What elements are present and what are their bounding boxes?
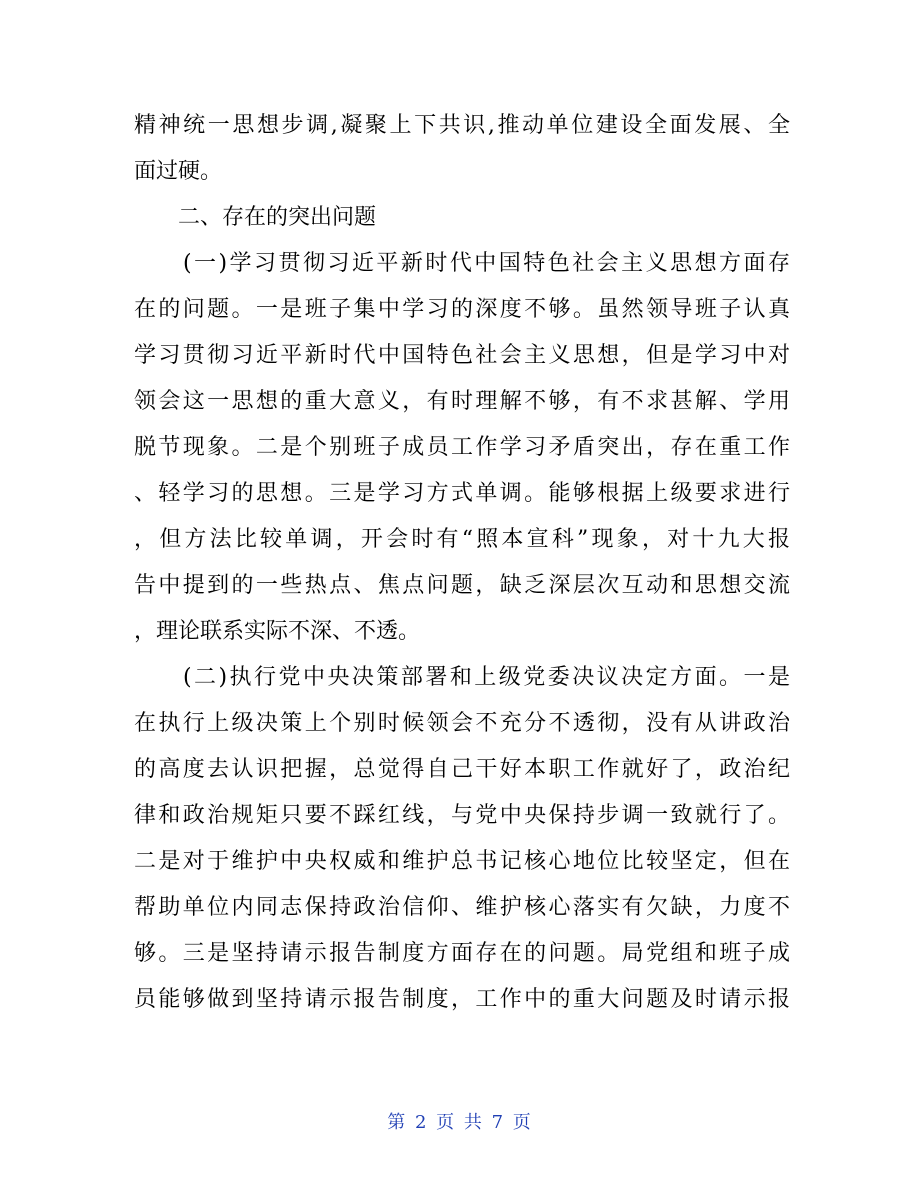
text-line-9: 、轻学习的思想。三是学习方式单调。能够根据上级要求进行 xyxy=(134,481,790,506)
text-line-4: (一)学习贯彻习近平新时代中国特色社会主义思想方面存 xyxy=(134,251,790,276)
text-line-17: 二是对于维护中央权威和维护总书记核心地位比较坚定，但在 xyxy=(134,849,790,874)
text-line-10: ，但方法比较单调，开会时有“照本宣科”现象，对十九大报 xyxy=(134,527,790,552)
text-line-6: 学习贯彻习近平新时代中国特色社会主义思想，但是学习中对 xyxy=(134,343,790,368)
text-line-1: 精神统一思想步调,凝聚上下共识,推动单位建设全面发展、全 xyxy=(134,113,790,138)
text-line-16: 律和政治规矩只要不踩红线，与党中央保持步调一致就行了。 xyxy=(134,803,790,828)
text-line-11: 告中提到的一些热点、焦点问题，缺乏深层次互动和思想交流 xyxy=(134,573,790,598)
page-number-footer: 第 2 页 共 7 页 xyxy=(387,1112,533,1133)
body-text xyxy=(134,103,790,1023)
text-line-20: 员能够做到坚持请示报告制度，工作中的重大问题及时请示报 xyxy=(134,987,790,1012)
text-line-5: 在的问题。一是班子集中学习的深度不够。虽然领导班子认真 xyxy=(134,297,790,322)
text-line-12: ，理论联系实际不深、不透。 xyxy=(134,619,421,644)
section-heading: 二、存在的突出问题 xyxy=(134,205,377,230)
text-line-14: 在执行上级决策上个别时候领会不充分不透彻，没有从讲政治 xyxy=(134,711,790,736)
text-line-18: 帮助单位内同志保持政治信仰、维护核心落实有欠缺，力度不 xyxy=(134,895,790,920)
text-line-8: 脱节现象。二是个别班子成员工作学习矛盾突出，存在重工作 xyxy=(134,435,790,460)
text-line-2: 面过硬。 xyxy=(134,159,223,184)
text-line-7: 领会这一思想的重大意义，有时理解不够，有不求甚解、学用 xyxy=(134,389,790,414)
text-line-13: (二)执行党中央决策部署和上级党委决议决定方面。一是 xyxy=(134,665,790,690)
text-line-19: 够。三是坚持请示报告制度方面存在的问题。局党组和班子成 xyxy=(134,941,790,966)
text-line-15: 的高度去认识把握，总觉得自己干好本职工作就好了，政治纪 xyxy=(134,757,790,782)
